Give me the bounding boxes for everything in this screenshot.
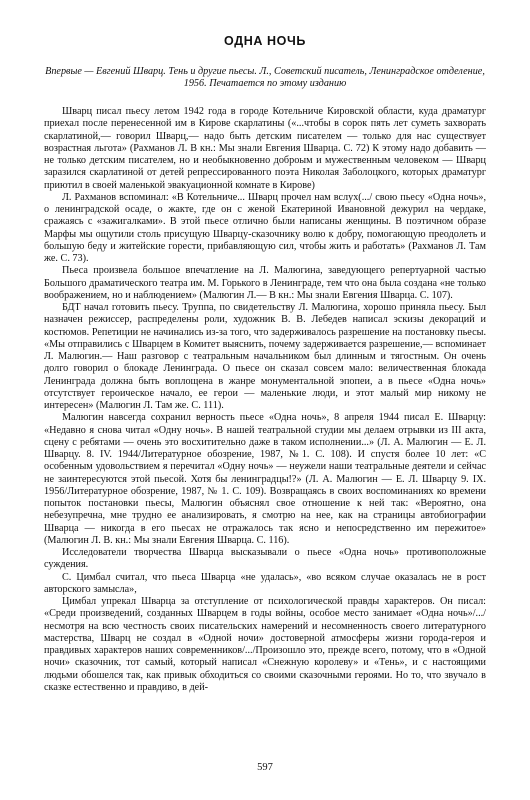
paragraph: Пьеса произвела большое впечатление на Л. Малюгина, заведующего репертуарной частью Большого драматического театра им. М. Горького в Ленинграде, тем что она была создана «не только воображением, но и наблюдением» (Малюгин Л.— В кн.: Мы знали Евгения Шварца. С. 107). [44,265,486,301]
paragraph: Малюгин навсегда сохранил верность пьесе «Одна ночь», 8 апреля 1944 писал Е. Шварцу: «Недавно я снова читал «Одну ночь». В нашей театральной студии мы делаем отрывки из III акта, сцену с ребятами — очень это восхитительно даже в таком исполнении...» (Л. А. Малюгин — Е. Л. Шварцу. 8. IV. 1944/Литературное обозрение, 1987, №1. С. 108). И спустя более 10 лет: «С особенным удовольствием я перечитал «Одну ночь» — неужели наши театральные деятели и сейчас не заинтересуются этой пьесой. Хотя бы ленинградцы!?» (Л. А. Малюгин — Е. Л. Шварцу 9. IX. 1956/Литературное обозрение, 1987, № 1. С. 109). Возвращаясь в своих воспоминаниях ко времени попыток постановки пьесы, Малюгин объяснял свое отношение к ней так: «Вероятно, она небезупречна, мне трудно ее анализировать, я смотрю на нее, как на страницы автобиографии Шварца — никогда в его пьесах не отражалось так ясно и непосредственно им пережитое» (Малюгин Л. В. кн.: Мы знали Евгения Шварца. С. 116). [44,412,486,546]
paragraph: Исследователи творчества Шварца высказывали о пьесе «Одна ночь» противоположные суждения. [44,547,486,571]
source-note: Впервые — Евгений Шварц. Тень и другие пьесы. Л., Советский писатель, Ленинградское отделение, 1956. Печатается по этому изданию [45,66,485,89]
paragraph: Шварц писал пьесу летом 1942 года в городе Котельниче Кировской области, куда драматург приехал после перенесенной им в Кирове скарлатины («...чтобы в сорок пять лет суметь захворать скарлатиной,— говорил Шварц,— надо быть детским писателем — только для нас существует возрастная льгота» (Рахманов Л. В кн.: Мы знали Евгения Шварца. С. 72) К этому надо добавить — не только детским писателем, но и необыкновенно доброым и мужественным человеком — Шварц заразился скарлатиной от детей репрессированного поэта Николая Заболоцкого, которых драматург приютил в своей маленькой эвакуационной комнате в Кирове) [44,106,486,191]
paragraph: С. Цимбал считал, что пьеса Шварца «не удалась», «во всяком случае оказалась не в рост авторского замысла», [44,571,486,595]
page-title: ОДНА НОЧЬ [224,34,306,48]
page-number: 597 [257,762,273,773]
body-text [44,106,486,694]
paragraph: Л. Рахманов вспоминал: «В Котельниче... Шварц прочел нам вслух(.../ свою пьесу «Одна ночь», о ленинградской осаде, о жакте, где он с женой Екатериной Ивановной дежурил на чердаке, сражаясь с «зажигалками». В этой пьесе отлично были написаны женщины. В поэтичном образе Марфы мы ощутили столь присущую Шварцу-сказочнику волю к добру, помогающую преодолеть и большую беду и житейские горести, прибавляющую сил, чтобы жить и работать» (Рахманов Л. Там же. С. 73). [44,191,486,264]
paragraph: Цимбал упрекал Шварца за отступление от психологической правды характеров. Он писал: «Среди произведений, созданных Шварцем в годы войны, особое место занимает «Одна ночь»/.../несмотря на всю честность своих писательских намерений и несомненность своего литературного мастерства, Шварц не создал в «Одной ночи» достоверной атмосферы жизни города-героя и правдивых характеров наших современников/.../Произошло это, прежде всего, потому, что в «Одной ночи» сказочник, тот самый, который написал «Снежную королеву» и «Тень», и с настоящими людьми обошелся так, как привык обходиться со своими сказочными героями. Но то, что звучало в сказке естественно и правдиво, в дей- [44,596,486,693]
paragraph: БДТ начал готовить пьесу. Труппа, по свидетельству Л. Малюгина, хорошо приняла пьесу. Был назначен режиссер, распределены роли, художник В. В. Лебедев написал эскизы декораций и костюмов. Репетиции не начинались из-за того, что задерживалось разрешение на постановку пьесы. «Мы отправились с Шварцем в Комитет выяснить, почему задерживается разрешение,— вспоминает Л. Малюгин.— Наш разговор с театральным начальником был длинным и тягостным. Он очень долго говорил о блокаде Ленинграда. О пьесе он сказал совсем мало: величественная блокада Ленинграда должна быть воплощена в жанре монументальной эпопеи, а в пьесе «Одна ночь» отсутствует героическое начало, ее герои — маленькие люди, и этот малый мир никому не интересен» (Малюгин Л. Там же. С. 111). [44,302,486,411]
